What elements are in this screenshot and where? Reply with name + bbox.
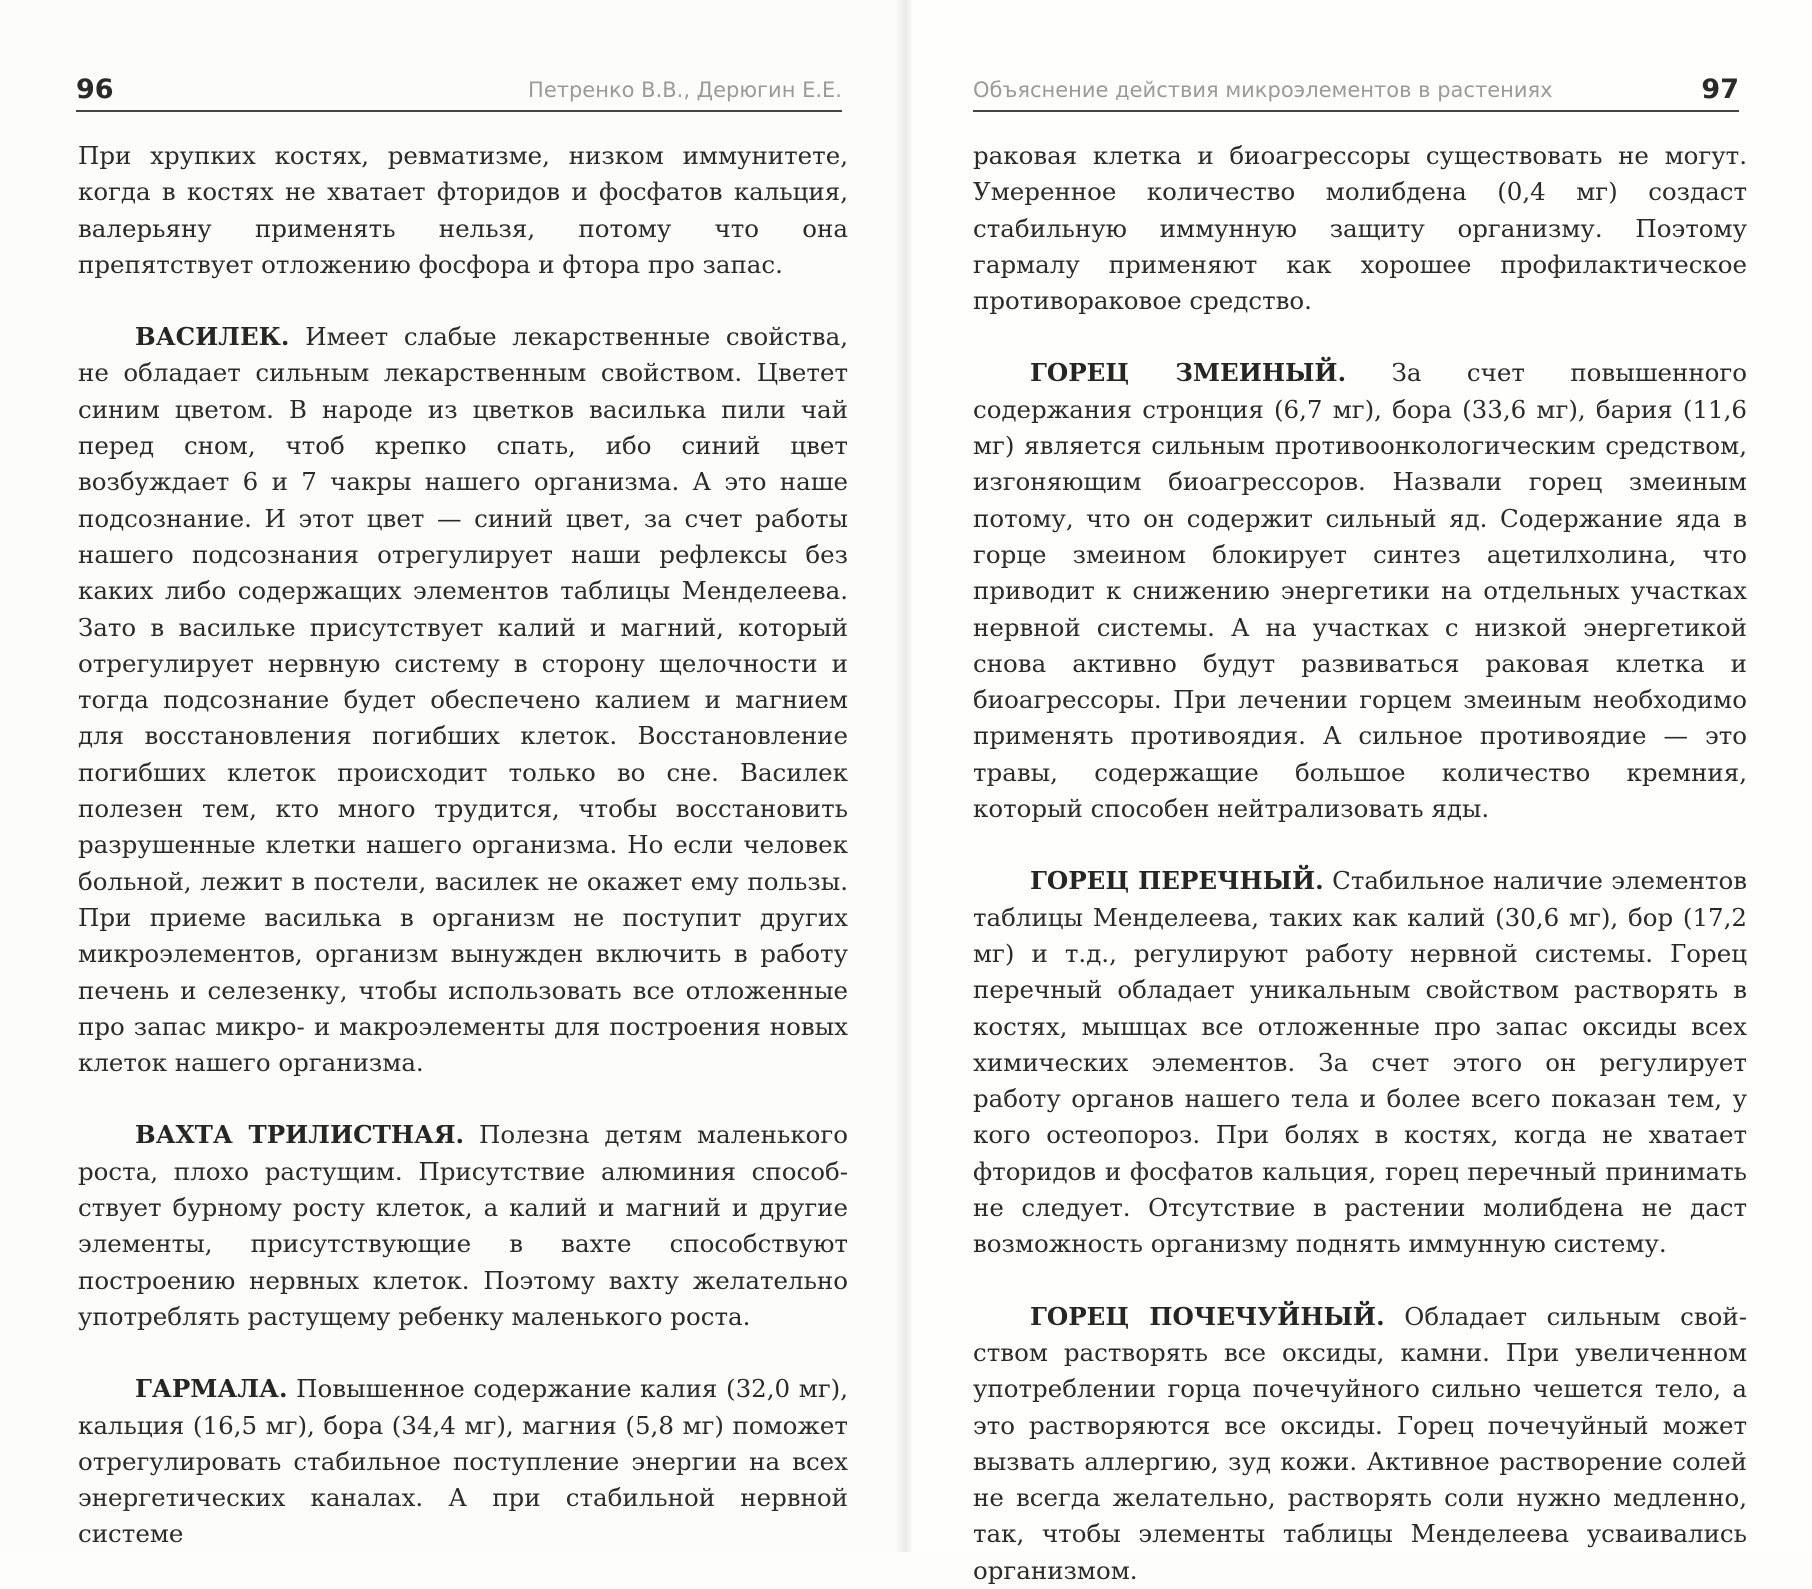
- intro-paragraph: При хрупких костях, ревматизме, низком иммунитете, когда в костях не хватает фторидов и фосфатов кальция, валерьяну применять нельзя, потому что она препятствует отложению фосфора и фтора про запас.: [78, 141, 848, 279]
- right-page-header: [973, 72, 1739, 112]
- entry-text: Полезна детям маленького роста, плохо растущим. Присутствие алюминия способствует бурному росту клеток, а калий и магний и другие элементы, присутствующие в вахте способствуют построению нервных клеток. Поэтому вахту желательно употреблять растущему ребенку маленького роста.: [78, 1120, 848, 1331]
- left-header-rule: [76, 110, 842, 112]
- book-gutter-shadow: [895, 0, 913, 1552]
- right-running-head: Объяснение действия микроэлементов в растениях: [973, 78, 1553, 102]
- entry-text: За счет повышенного содержания стронция (6,7 мг), бора (33,6 мг), бария (11,6 мг) является сильным противоонкологическим средством, изгоняющим биоагрессоров. Назвали горец змеиным потому, что он содержит сильный яд. Содержание яда в горце змеином блокирует синтез ацетилхолина, что приводит к снижению энергетики на отдельных участках нервной системы. А на участках с низкой энергетикой снова активно будут развиваться раковая клетка и биоагрессоры. При лечении горцем змеиным необходимо применять противоядия. А сильное противоядие — это травы, содержащие большое количество кремния, который способен нейтрализовать яды.: [973, 358, 1747, 824]
- entry-term: ГОРЕЦ ПОЧЕЧУЙНЫЙ.: [1030, 1301, 1385, 1331]
- left-text-column: [78, 138, 848, 1553]
- entry-term: ГОРЕЦ ПЕРЕЧНЫЙ.: [1030, 866, 1324, 896]
- right-page-number: 97: [1701, 74, 1739, 105]
- entry-text: Обладает сильным свойством растворять все оксиды, камни. При увеличенном употреблении горца почечуйного сильно чешется тело, а это растворяются все оксиды. Горец почечуйный может вызвать аллергию, зуд кожи. Активное растворение солей не всегда желательно, растворять соли нужно медленно, так, чтобы элементы таблицы Менделеева усваивались организмом.: [973, 1301, 1747, 1585]
- entry-vasilek: [78, 319, 848, 1081]
- entry-term: ВАСИЛЕК.: [135, 322, 290, 352]
- entry-gorets-pochechuyny: [973, 1299, 1747, 1589]
- entry-gorets-perechny: [973, 863, 1747, 1262]
- entry-text: Имеет слабые лекарственные свойства, не обладает сильным лекарственным свойством. Цветет синим цветом. В народе из цветков василька пили чай перед сном, чтоб крепко спать, ибо синий цвет возбуждает 6 и 7 чакры нашего организма. А это наше подсознание. И этот цвет — синий цвет, за счет работы нашего подсознания отрегулирует наши рефлексы без каких либо содержащих элементов таблицы Менделеева. Зато в васильке присутствует калий и магний, который отрегулирует нервную систему в сторону щелочности и тогда подсознание будет обеспечено калием и магнием для восстановления погибших клеток. Восстановление погибших клеток происходит только во сне. Василек полезен тем, кто много трудится, чтобы восстановить разрушенные клетки нашего организма. Но если человек больной, лежит в постели, василек не окажет ему пользы. При приеме василька в организм не поступит других микроэлементов, организм вынужден включить в работу печень и селезенку, чтобы использовать все отложенные про запас микро- и макроэлементы для построения новых клеток нашего организма.: [78, 322, 848, 1078]
- entry-gorets-zmeiny: [973, 355, 1747, 827]
- entry-text: Стабильное наличие элементов таблицы Менделеева, таких как калий (30,6 мг), бор (17,2 мг) и т.д., регулируют работу нервной системы. Горец перечный обладает уникальным свойством растворять в костях, мышцах все отложенные про запас оксиды всех химических элементов. За счет этого он регулирует работу органов нашего тела и более всего показан тем, у кого остеопороз. При болях в костях, когда не хватает фторидов и фосфатов кальция, горец перечный принимать не следует. Отсутствие в растении молибдена не даст возможность организму поднять иммунную систему.: [973, 866, 1748, 1259]
- entry-term: ВАХТА ТРИЛИСТНАЯ.: [135, 1120, 465, 1150]
- entry-term: ГОРЕЦ ЗМЕИНЫЙ.: [1030, 358, 1347, 388]
- continuation-paragraph: раковая клетка и биоагрессоры существовать не могут. Умеренное количество молибдена (0,4 мг) создаст стабильную иммунную защиту организму. Поэтому гармалу применяют как хорошее профилактическое противораковое средство.: [973, 141, 1747, 316]
- entry-garmala: [78, 1371, 848, 1552]
- right-text-column: [973, 138, 1747, 1589]
- left-page-number: 96: [76, 74, 114, 105]
- right-header-rule: [973, 110, 1739, 112]
- entry-vakhta-trilistnaya: [78, 1117, 848, 1335]
- entry-term: ГАРМАЛА.: [135, 1374, 288, 1404]
- left-page: [0, 0, 903, 1552]
- entry-text: Повышенное содержание калия (32,0 мг), кальция (16,5 мг), бора (34,4 мг), магния (5,8 мг) поможет отрегулировать стабильное поступление энергии на всех энергетических каналах. А при стабильной нервной системе: [78, 1374, 848, 1549]
- right-page: [903, 0, 1812, 1585]
- left-page-header: [76, 72, 842, 112]
- left-running-head: Петренко В.В., Дерюгин Е.Е.: [528, 78, 842, 102]
